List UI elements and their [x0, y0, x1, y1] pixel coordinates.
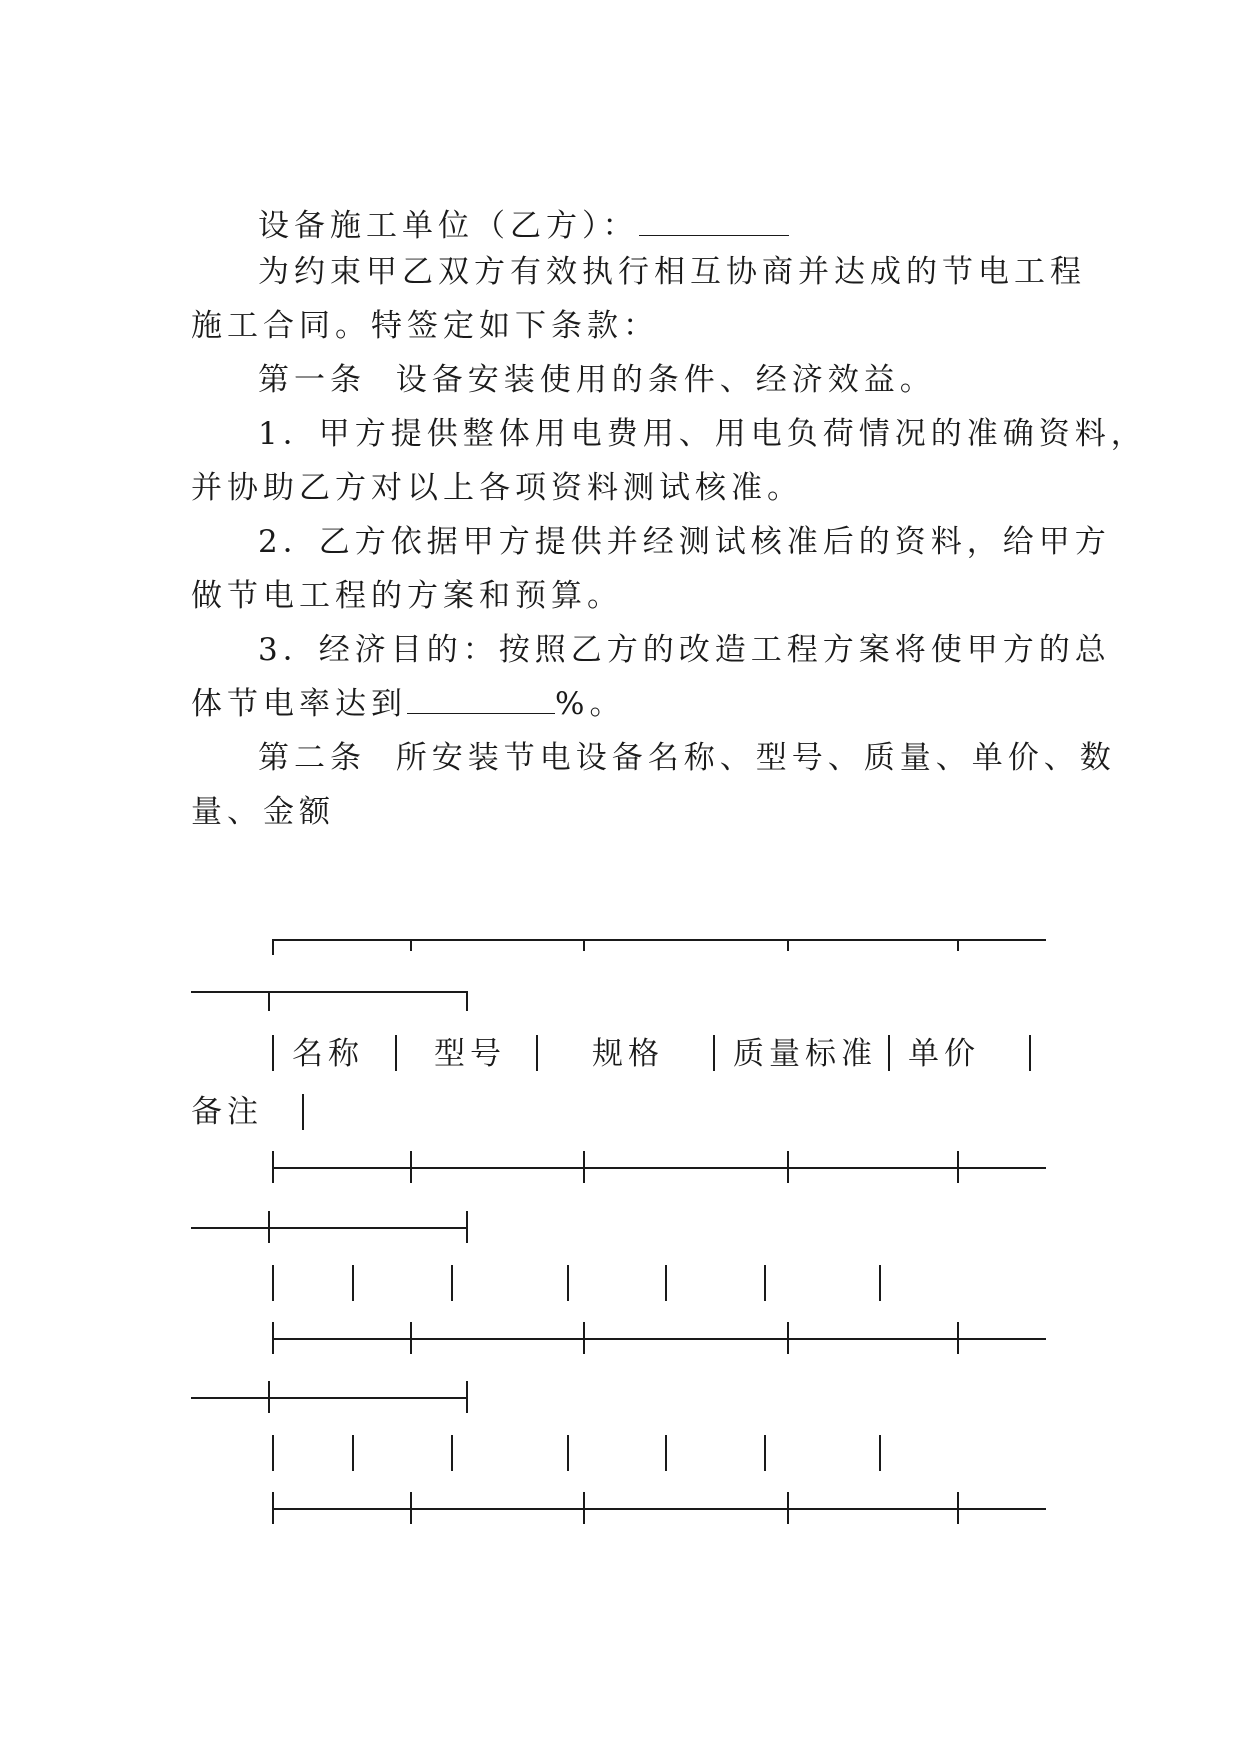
table-cell-border: [567, 1435, 569, 1471]
table-cell-border: [665, 1435, 667, 1471]
table-cell-border: [888, 1035, 890, 1071]
table-junction: [787, 1151, 789, 1183]
article-1-heading: 第一条 设备安装使用的条件、经济效益。: [258, 362, 936, 398]
intro-line-1: 为约束甲乙双方有效执行相互协商并达成的节电工程: [258, 254, 1086, 290]
party-b-line: [258, 206, 789, 246]
percent-sign: %。: [555, 686, 626, 722]
table-junction: [410, 1322, 412, 1354]
table-junction: [272, 1151, 274, 1183]
table-junction: [466, 1381, 468, 1413]
table-separator: [272, 1508, 1046, 1510]
table-junction: [410, 1151, 412, 1183]
header-quality-standard: 质量标准: [733, 1036, 877, 1072]
table-separator-wrap: [191, 1397, 467, 1399]
intro-line-2: 施工合同。特签定如下条款：: [191, 308, 659, 344]
table-top-border-wrap: [191, 991, 467, 993]
item-3-line-1: 3．经济目的：按照乙方的改造工程方案将使甲方的总: [258, 632, 1111, 668]
table-junction: [583, 1151, 585, 1183]
article-2-line-2: 量、金额: [191, 794, 335, 830]
table-junction: [466, 1211, 468, 1243]
table-junction: [787, 1492, 789, 1524]
table-cell-border: [713, 1035, 715, 1071]
table-cell-border: [395, 1035, 397, 1071]
item-1-line-1: 1．甲方提供整体用电费用、用电负荷情况的准确资料，: [258, 416, 1147, 452]
table-cell-border: [879, 1435, 881, 1471]
table-separator: [272, 1167, 1046, 1169]
header-model: 型号: [434, 1036, 506, 1072]
table-tick: [957, 939, 959, 951]
table-cell-border: [764, 1265, 766, 1301]
table-cell-border: [272, 1265, 274, 1301]
table-cell-border: [1029, 1035, 1031, 1071]
table-cell-border: [536, 1035, 538, 1071]
table-junction: [272, 1492, 274, 1524]
table-cell-border: [451, 1265, 453, 1301]
article-2-line-1: 第二条 所安装节电设备名称、型号、质量、单价、数: [258, 740, 1116, 776]
item-3-line-2: [191, 684, 625, 724]
item-1-line-2: 并协助乙方对以上各项资料测试核准。: [191, 470, 803, 506]
item-2-line-2: 做节电工程的方案和预算。: [191, 578, 623, 614]
table-junction: [268, 1211, 270, 1243]
table-corner: [272, 939, 274, 955]
table-cell-border: [879, 1265, 881, 1301]
table-cell-border: [451, 1435, 453, 1471]
table-cell-border: [352, 1435, 354, 1471]
table-separator-wrap: [191, 1227, 467, 1229]
header-name: 名称: [292, 1036, 364, 1072]
table-cell-border: [764, 1435, 766, 1471]
saving-rate-label: 体节电率达到: [191, 686, 407, 722]
table-cell-border: [272, 1035, 274, 1071]
table-junction: [410, 1492, 412, 1524]
table-tick: [268, 991, 270, 1011]
table-cell-border: [665, 1265, 667, 1301]
table-junction: [583, 1492, 585, 1524]
table-top-border: [272, 939, 1046, 941]
table-cell-border: [352, 1265, 354, 1301]
table-separator: [272, 1338, 1046, 1340]
table-junction: [957, 1151, 959, 1183]
header-remarks: 备注: [191, 1094, 263, 1130]
table-tick: [583, 939, 585, 951]
table-junction: [268, 1381, 270, 1413]
table-cell-border: [272, 1435, 274, 1471]
table-cell-border: [567, 1265, 569, 1301]
table-junction: [787, 1322, 789, 1354]
table-junction: [957, 1322, 959, 1354]
table-tick: [410, 939, 412, 951]
saving-rate-blank: [407, 685, 555, 714]
table-junction: [957, 1492, 959, 1524]
header-unit-price: 单价: [908, 1036, 980, 1072]
table-tick: [787, 939, 789, 951]
item-2-line-1: 2．乙方依据甲方提供并经测试核准后的资料，给甲方: [258, 524, 1111, 560]
table-junction: [272, 1322, 274, 1354]
party-b-blank: [639, 207, 789, 236]
table-junction: [583, 1322, 585, 1354]
table-corner: [466, 991, 468, 1011]
table-cell-border: [302, 1094, 304, 1130]
header-spec: 规格: [592, 1036, 664, 1072]
party-b-label: 设备施工单位（乙方）：: [258, 208, 639, 244]
